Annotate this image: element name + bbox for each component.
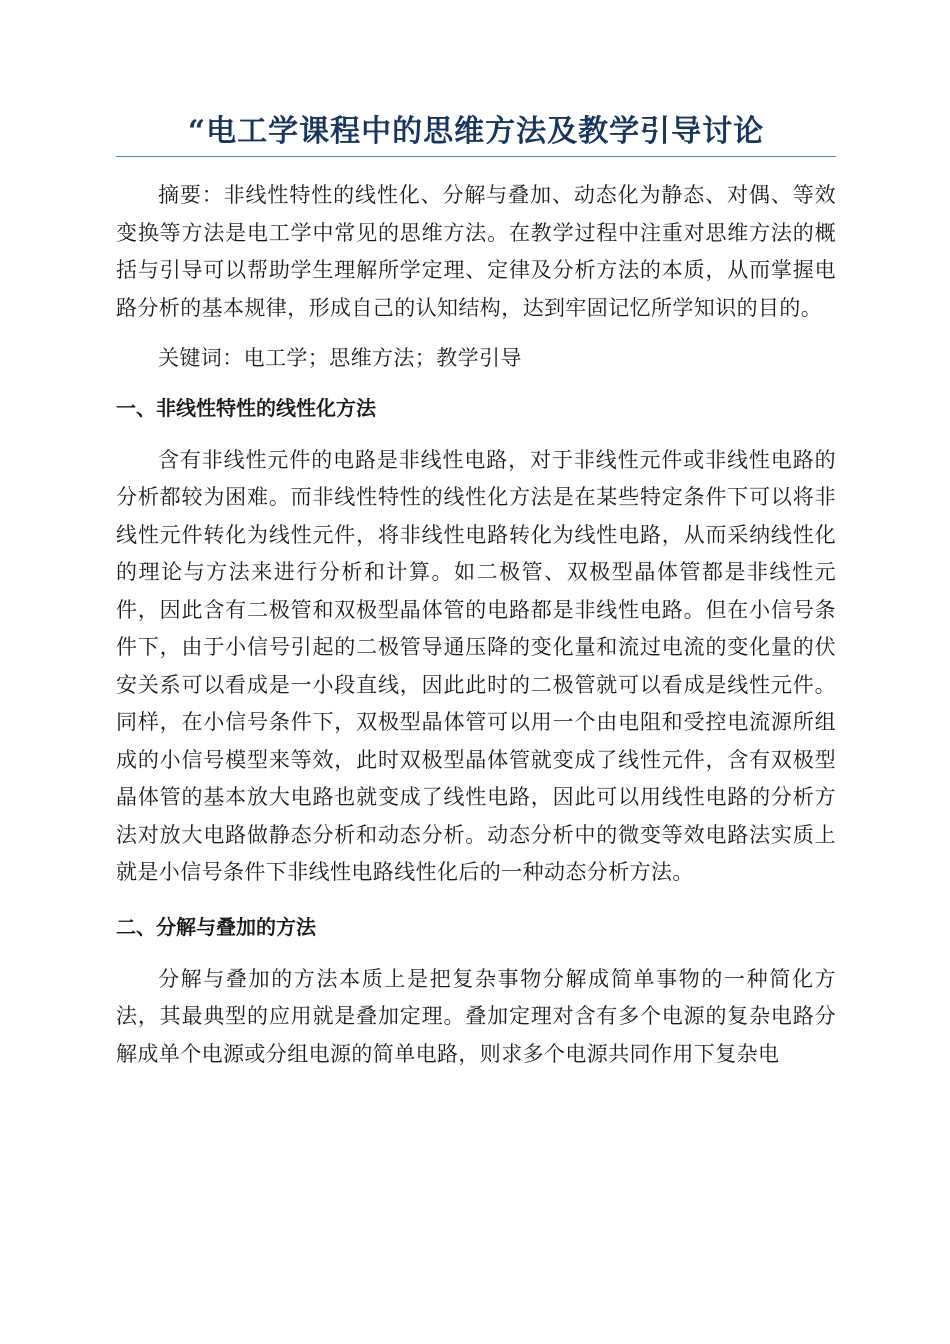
document-title: “电工学课程中的思维方法及教学引导讨论 [187,114,765,149]
section-1-heading: 一、非线性特性的线性化方法 [116,395,376,420]
abstract-paragraph: 摘要：非线性特性的线性化、分解与叠加、动态化为静态、对偶、等效变换等方法是电工学中常见的思维方法。在教学过程中注重对思维方法的概括与引导可以帮助学生理解所学定理、定律及分析方法的本质，从而掌握电路分析的基本规律，形成自己的认知结构，达到牢固记忆所学知识的目的。 [116,183,836,320]
section-2-heading: 二、分解与叠加的方法 [116,914,316,939]
section-1-body: 含有非线性元件的电路是非线性电路，对于非线性元件或非线性电路的分析都较为困难。而非线性特性的线性化方法是在某些特定条件下可以将非线性元件转化为线性元件，将非线性电路转化为线性电路，从而采纳线性化的理论与方法来进行分析和计算。如二极管、双极型晶体管都是非线性元件，因此含有二极管和双极型晶体管的电路都是非线性电路。但在小信号条件下，由于小信号引起的二极管导通压降的变化量和流过电流的变化量的伏安关系可以看成是一小段直线，因此此时的二极管就可以看成是线性元件。同样，在小信号条件下，双极型晶体管可以用一个由电阻和受控电流源所组成的小信号模型来等效，此时双极型晶体管就变成了线性元件，含有双极型晶体管的基本放大电路也就变成了线性电路，因此可以用线性电路的分析方法对放大电路做静态分析和动态分析。动态分析中的微变等效电路法实质上就是小信号条件下非线性电路线性化后的一种动态分析方法。 [116,447,836,884]
section-2-body: 分解与叠加的方法本质上是把复杂事物分解成简单事物的一种简化方法，其最典型的应用就是叠加定理。叠加定理对含有多个电源的复杂电路分解成单个电源或分组电源的简单电路，则求多个电源共同作用下复杂电 [116,966,836,1066]
document-page [116,110,836,1090]
keywords-paragraph: 关键词：电工学；思维方法；教学引导 [158,346,522,370]
title-underline [116,156,836,157]
